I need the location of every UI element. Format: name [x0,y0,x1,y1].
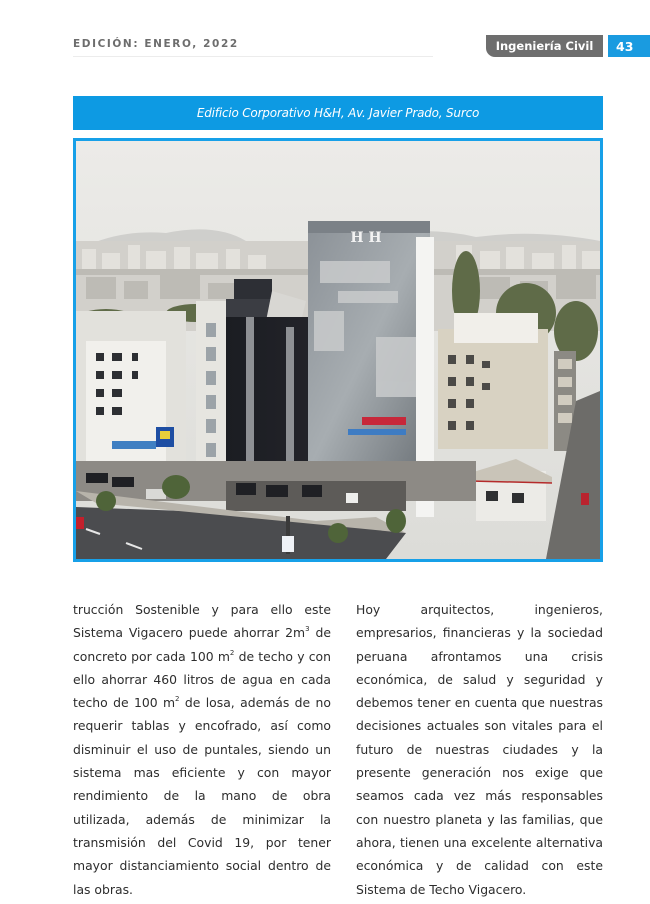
text-fragment: de losa, además de no requerir tablas y encofrado, así como disminuir el uso de puntales, siendo un sistema mas eficiente y con mayor rendimiento de la mano de obra utilizada, además de minimizar la transmisión del Covid 19, por tener mayor distanciamiento social dentro de las obras. [73,695,331,897]
section-tab [486,35,603,57]
figure-caption-bar [73,96,603,130]
figure-caption: Edificio Corporativo H&H, Av. Javier Prado, Surco [196,106,480,120]
text-fragment: de techo y con ello ahorrar 460 litros de agua en cada techo de 100 m [73,648,331,711]
header-divider [73,56,433,57]
page-number [608,35,650,57]
section-label: Ingeniería Civil [495,39,594,53]
text-fragment: trucción Sostenible y para ello este Sistema Vigacero puede ahorrar 2m [73,602,331,641]
superscript: 2 [175,695,180,704]
superscript: 3 [305,625,310,634]
article-column-left [73,598,331,901]
superscript: 2 [229,648,235,657]
building-photo [73,138,603,562]
paragraph-left [73,598,331,901]
building-photo-illustration [76,141,600,559]
paragraph-right: Hoy arquitectos, ingenieros, empresarios, financieras y la sociedad peruana afrontamos una crisis económica, de salud y seguridad y debemos tener en cuenta que nuestras decisiones actuales son vitales para el futuro de nuestras ciudades y la presente generación nos exige que seamos cada vez más responsables con nuestro planeta y las familias, que ahora, tienen una excelente alternativa económica y de calidad con este Sistema de Techo Vigacero. [356,602,603,897]
article-column-right [356,598,603,901]
building-sign: H H [350,230,382,246]
page-number-label: 43 [616,38,634,54]
edition-label: EDICIÓN: ENERO, 2022 [73,38,239,50]
text-fragment: de concreto por cada 100 m [73,625,331,664]
